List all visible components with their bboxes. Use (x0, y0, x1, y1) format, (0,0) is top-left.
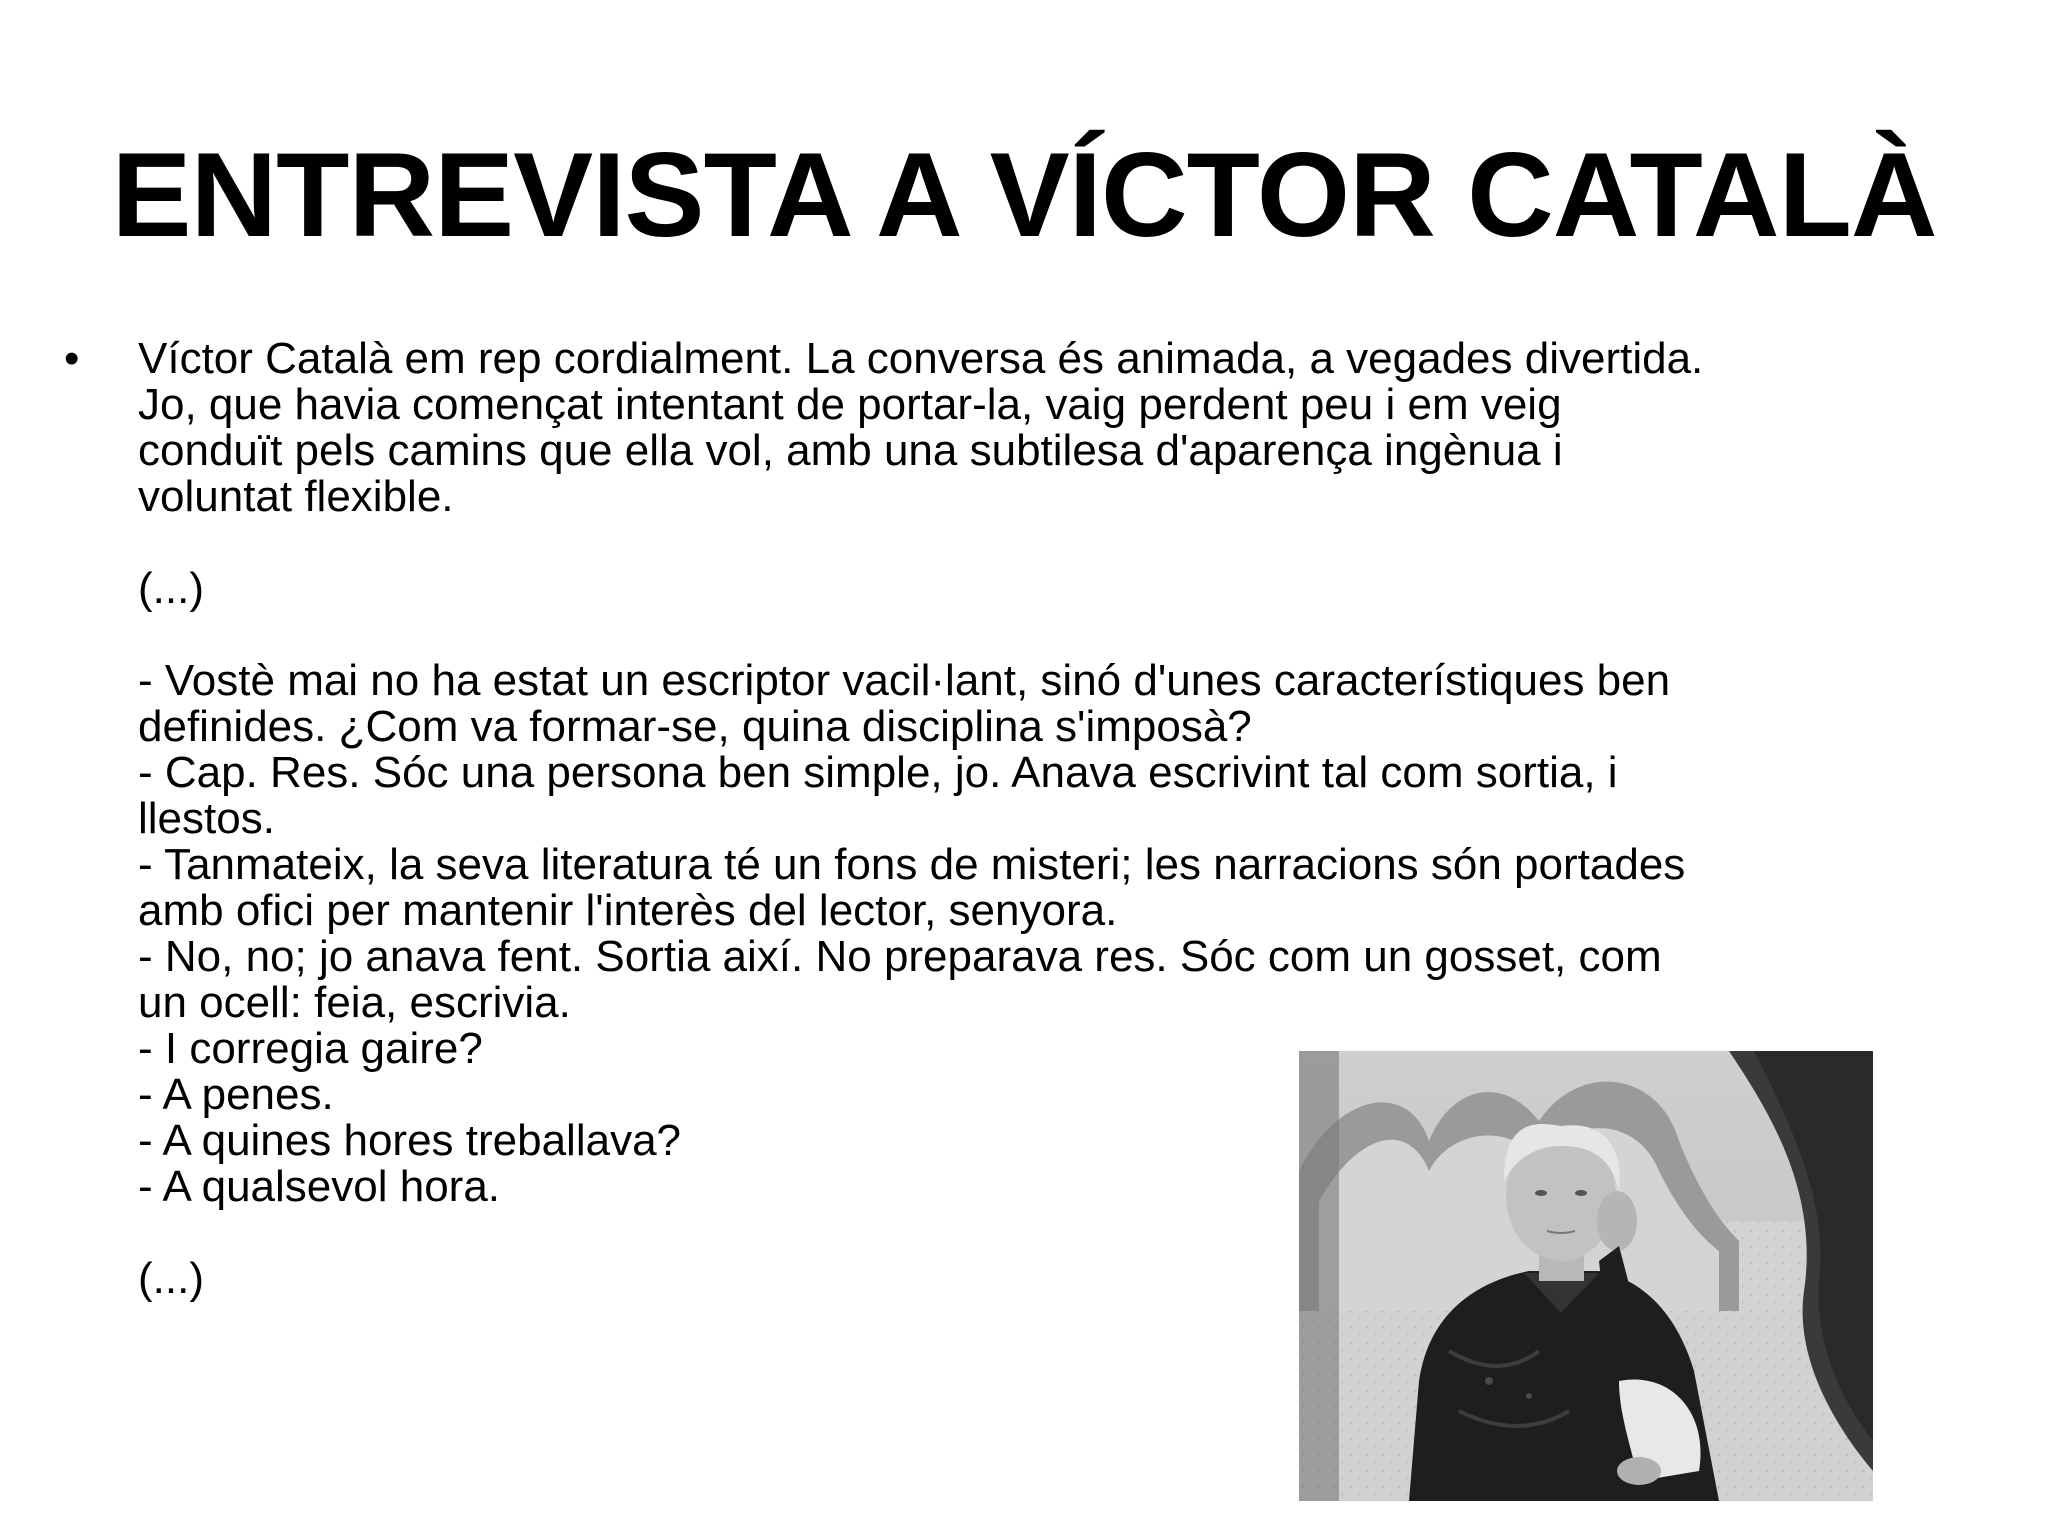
intro-paragraph (138, 336, 2018, 520)
dialogue-line: - A quines hores treballava? (138, 1116, 682, 1165)
dialogue-line: - A penes. (138, 1070, 334, 1119)
portrait-photo (1299, 1051, 1873, 1501)
dialogue-line: un ocell: feia, escrivia. (138, 978, 571, 1027)
text-line: voluntat flexible. (138, 472, 454, 521)
dialogue-line: - No, no; jo anava fent. Sortia així. No preparava res. Sóc com un gosset, com (138, 932, 1662, 981)
slide-title: ENTREVISTA A VÍCTOR CATALÀ (111, 128, 1937, 262)
ellipsis-marker (138, 566, 2018, 612)
text-line: (...) (138, 1254, 204, 1303)
text-line: Víctor Català em rep cordialment. La conversa és animada, a vegades divertida. (138, 334, 1704, 383)
dialogue-line: - Cap. Res. Sóc una persona ben simple, jo. Anava escrivint tal com sortia, i (138, 748, 1618, 797)
dialogue-line: llestos. (138, 794, 275, 843)
dialogue-line: - Vostè mai no ha estat un escriptor vacil·lant, sinó d'unes característiques ben (138, 656, 1671, 705)
dialogue-line: amb ofici per mantenir l'interès del lector, senyora. (138, 886, 1118, 935)
dialogue-line: - A qualsevol hora. (138, 1162, 501, 1211)
dialogue-line: - I corregia gaire? (138, 1024, 483, 1073)
text-line: Jo, que havia començat intentant de portar-la, vaig perdent peu i em veig (138, 380, 1562, 429)
portrait-illustration (1299, 1051, 1873, 1501)
dialogue-line: definides. ¿Com va formar-se, quina disciplina s'imposà? (138, 702, 1252, 751)
dialogue-line: - Tanmateix, la seva literatura té un fons de misteri; les narracions són portades (138, 840, 1686, 889)
bullet-point: • (64, 334, 80, 383)
text-line: conduït pels camins que ella vol, amb una subtilesa d'aparença ingènua i (138, 426, 1563, 475)
text-line: (...) (138, 564, 204, 613)
